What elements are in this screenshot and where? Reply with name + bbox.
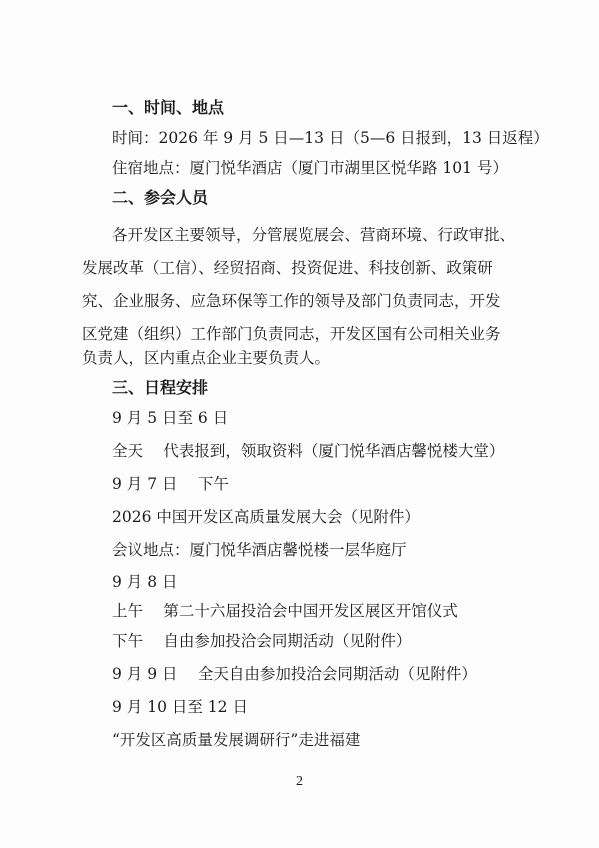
participants-line: 区党建（组织）工作部门负责同志，开发区国有公司相关业务 [82,325,501,343]
section-3-heading: 三、日程安排 [112,378,209,397]
schedule-line: 下午 自由参加投洽会同期活动（见附件） [112,632,412,650]
venue-line: 住宿地点：厦门悦华酒店（厦门市湖里区悦华路 101 号） [112,159,508,177]
page-number: 2 [296,774,303,789]
schedule-line: 9 月 10 日至 12 日 [112,698,248,716]
schedule-line: 会议地点：厦门悦华酒店馨悦楼一层华庭厅 [112,541,407,559]
schedule-line: 9 月 9 日 全天自由参加投洽会同期活动（见附件） [112,665,477,683]
participants-line: 负责人，区内重点企业主要负责人。 [82,349,331,367]
schedule-line: 2026 中国开发区高质量发展大会（见附件） [112,508,420,526]
section-1-heading: 一、时间、地点 [112,98,225,117]
schedule-line: 9 月 7 日 下午 [112,475,229,493]
participants-line: 究、企业服务、应急环保等工作的领导及部门负责同志，开发 [82,292,501,310]
schedule-line: 9 月 8 日 [112,573,178,591]
participants-line: 各开发区主要领导，分管展览展会、营商环境、行政审批、 [112,226,516,244]
schedule-line: 9 月 5 日至 6 日 [112,409,229,427]
section-2-heading: 二、参会人员 [112,188,209,207]
schedule-line: 上午 第二十六届投洽会中国开发区展区开馆仪式 [112,602,458,620]
schedule-line: 全天 代表报到，领取资料（厦门悦华酒店馨悦楼大堂） [112,442,505,460]
schedule-line: “开发区高质量发展调研行”走进福建 [112,731,361,749]
time-line: 时间：2026 年 9 月 5 日—13 日（5—6 日报到，13 日返程） [112,129,549,147]
participants-line: 发展改革（工信）、经贸招商、投资促进、科技创新、政策研 [82,259,493,277]
